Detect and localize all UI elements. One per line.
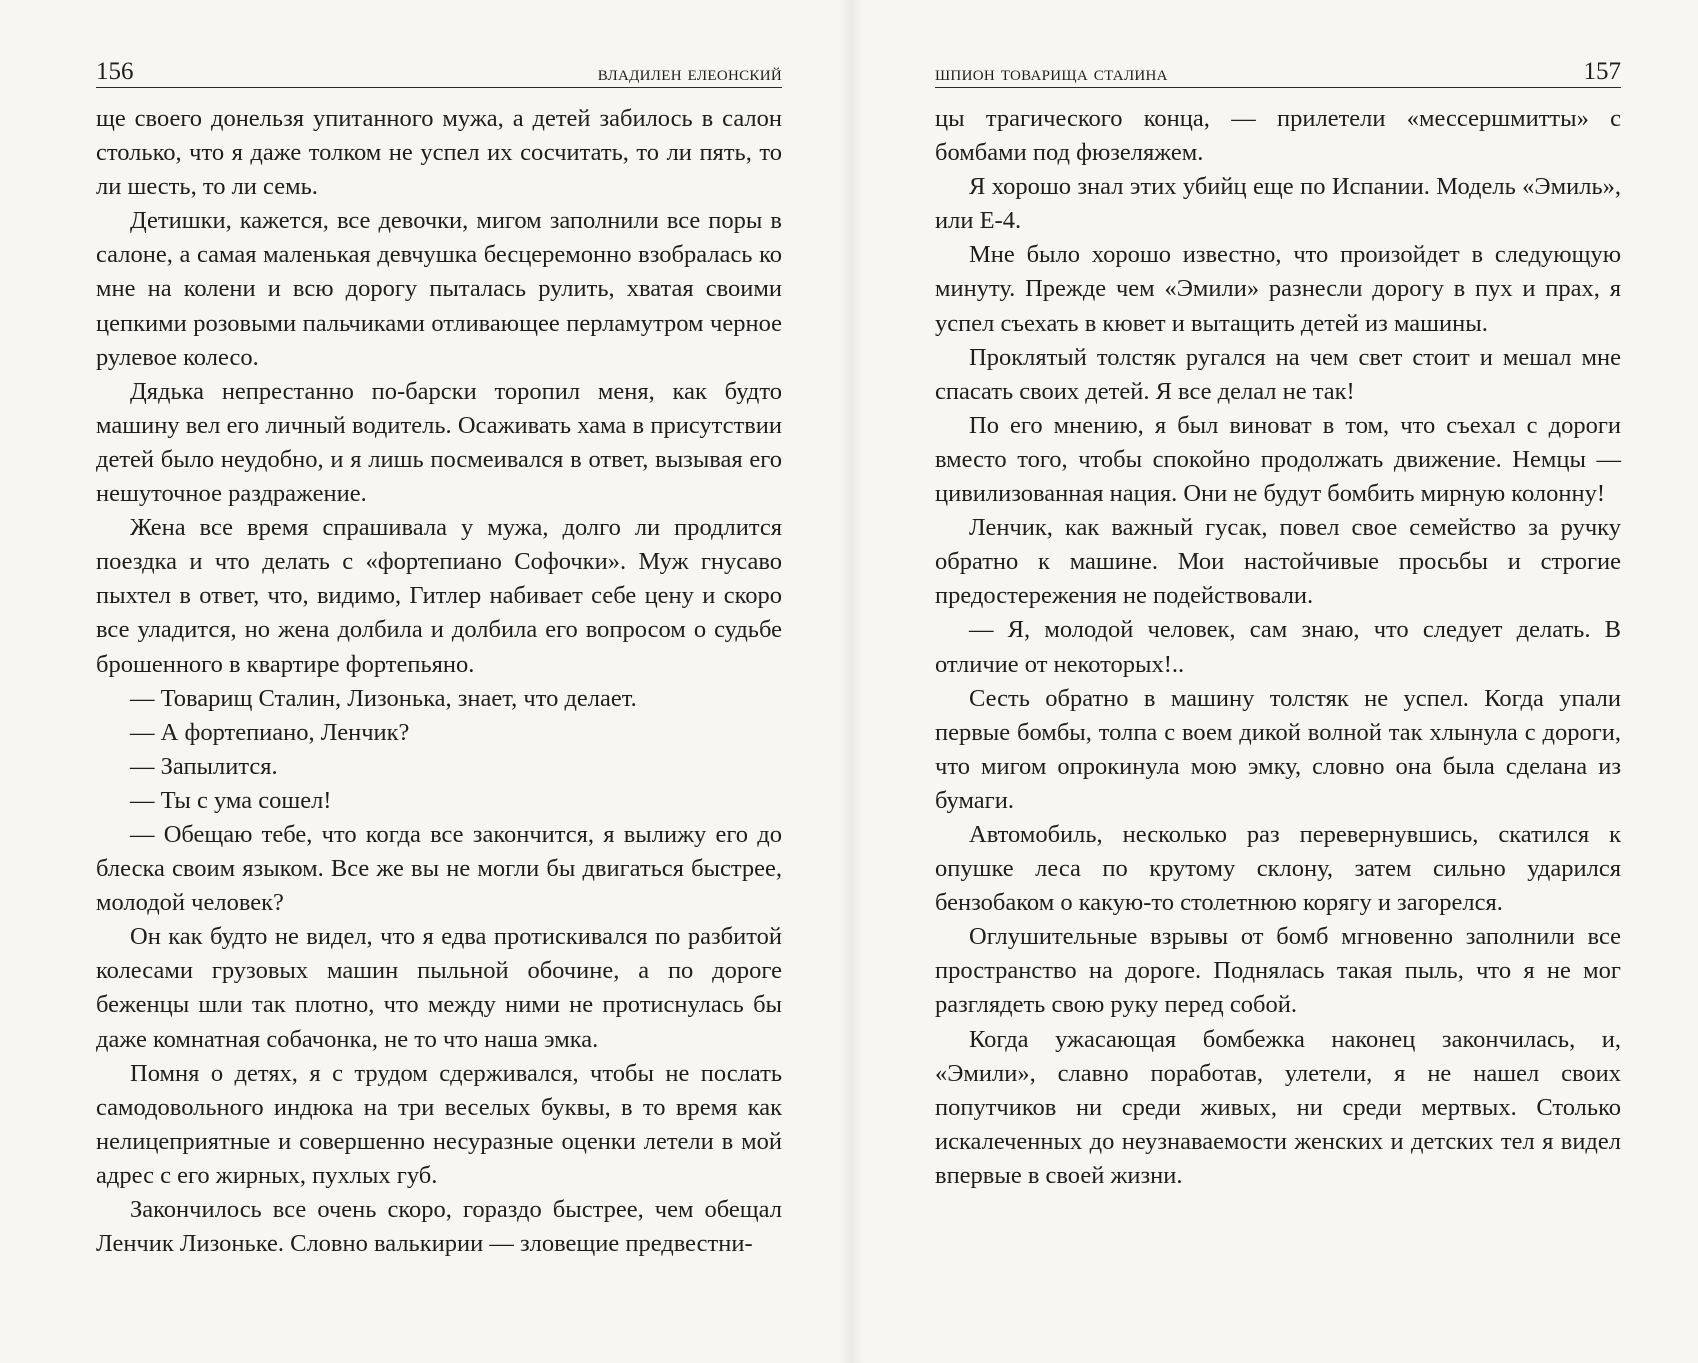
right-page-body xyxy=(935,102,1621,1193)
paragraph: Когда ужасающая бомбежка наконец закончилась, и, «Эмили», славно поработав, улетели, я не нашел своих попутчиков ни среди живых, ни среди мертвых. Столько искалеченных до неузнаваемости женских и детских тел я видел впервые в своей жизни. xyxy=(935,1025,1621,1189)
paragraph: По его мнению, я был виноват в том, что съехал с дороги вместо того, чтобы спокойно продолжать движение. Немцы — цивилизованная нация. Они не будут бомбить мирную колонну! xyxy=(935,411,1621,508)
dialogue-line: — А фортепиано, Ленчик? xyxy=(130,718,410,746)
paragraph: Автомобиль, несколько раз перевернувшись, скатился к опушке леса по крутому склону, затем сильно ударился бензобаком о какую-то столетнюю корягу и загорелся. xyxy=(935,820,1621,917)
page-gutter xyxy=(838,0,864,1363)
dialogue-line: — Я, молодой человек, сам знаю, что следует делать. В отличие от некоторых!.. xyxy=(935,616,1621,678)
dialogue-line: — Ты с ума сошел! xyxy=(130,786,332,814)
paragraph: Я хорошо знал этих убийц еще по Испании. Модель «Эмиль», или Е-4. xyxy=(935,173,1621,235)
paragraph: Закончилось все очень скоро, гораздо быстрее, чем обещал Ленчик Лизоньке. Словно валькирии — зловещие предвестни- xyxy=(96,1196,782,1258)
right-page-header xyxy=(935,48,1621,88)
paragraph: Проклятый толстяк ругался на чем свет стоит и мешал мне спасать своих детей. Я все делал не так! xyxy=(935,343,1621,405)
paragraph: Помня о детях, я с трудом сдерживался, чтобы не послать самодовольного индюка на три веселых буквы, в то время как нелицеприятные и совершенно несуразные оценки летели в мой адрес с его жирных, пухлых губ. xyxy=(96,1059,782,1189)
dialogue-line: — Запылится. xyxy=(130,752,278,780)
paragraph: Сесть обратно в машину толстяк не успел. Когда упали первые бомбы, толпа с воем дикой волной так хлынула с дороги, что мигом опрокинула мою эмку, словно она была сделана из бумаги. xyxy=(935,684,1621,814)
paragraph: Жена все время спрашивала у мужа, долго ли продлится поездка и что делать с «фортепиано Софочки». Муж гнусаво пыхтел в ответ, что, видимо, Гитлер набивает себе цену и скоро все уладится, но жена долбила и долбила его вопросом о судьбе брошенного в квартире фортепьяно. xyxy=(96,514,782,678)
right-running-head: шпион товарища сталина xyxy=(935,60,1168,85)
left-running-head: владилен елеонский xyxy=(597,60,782,85)
left-page xyxy=(96,48,782,1261)
paragraph: цы трагического конца, — прилетели «мессершмитты» с бомбами под фюзеляжем. xyxy=(935,105,1621,167)
paragraph: ще своего донельзя упитанного мужа, а детей забилось в салон столько, что я даже толком не успел их сосчитать, то ли пять, то ли шесть, то ли семь. xyxy=(96,105,782,201)
right-page-number: 157 xyxy=(1583,58,1621,85)
left-page-header xyxy=(96,48,782,88)
paragraph: Мне было хорошо известно, что произойдет в следующую минуту. Прежде чем «Эмили» разнесли дорогу в пух и прах, я успел съехать в кювет и вытащить детей из машины. xyxy=(935,241,1621,337)
paragraph: Детишки, кажется, все девочки, мигом заполнили все поры в салоне, а самая маленькая девчушка бесцеремонно взобралась ко мне на колени и всю дорогу пыталась рулить, хватая своими цепкими розовыми пальчиками отливающее перламутром черное рулевое колесо. xyxy=(96,207,782,371)
right-page xyxy=(935,48,1621,1193)
dialogue-line: — Обещаю тебе, что когда все закончится, я вылижу его до блеска своим языком. Все же вы не могли бы двигаться быстрее, молодой человек? xyxy=(96,820,782,917)
paragraph: Он как будто не видел, что я едва протискивался по разбитой колесами грузовых машин пыльной обочине, а по дороге беженцы шли так плотно, что между ними не протиснулась бы даже комнатная собачонка, не то что наша эмка. xyxy=(96,923,782,1053)
paragraph: Ленчик, как важный гусак, повел свое семейство за ручку обратно к машине. Мои настойчивые просьбы и строгие предостережения не подействовали. xyxy=(935,514,1621,610)
paragraph: Оглушительные взрывы от бомб мгновенно заполнили все пространство на дороге. Поднялась такая пыль, что я не мог разглядеть свою руку перед собой. xyxy=(935,923,1621,1019)
dialogue-line: — Товарищ Сталин, Лизонька, знает, что делает. xyxy=(130,684,637,712)
left-page-number: 156 xyxy=(96,58,134,85)
left-page-body xyxy=(96,102,782,1261)
paragraph: Дядька непрестанно по-барски торопил меня, как будто машину вел его личный водитель. Осаживать хама в присутствии детей было неудобно, и я лишь посмеивался в ответ, вызывая его нешуточное раздражение. xyxy=(96,377,782,508)
